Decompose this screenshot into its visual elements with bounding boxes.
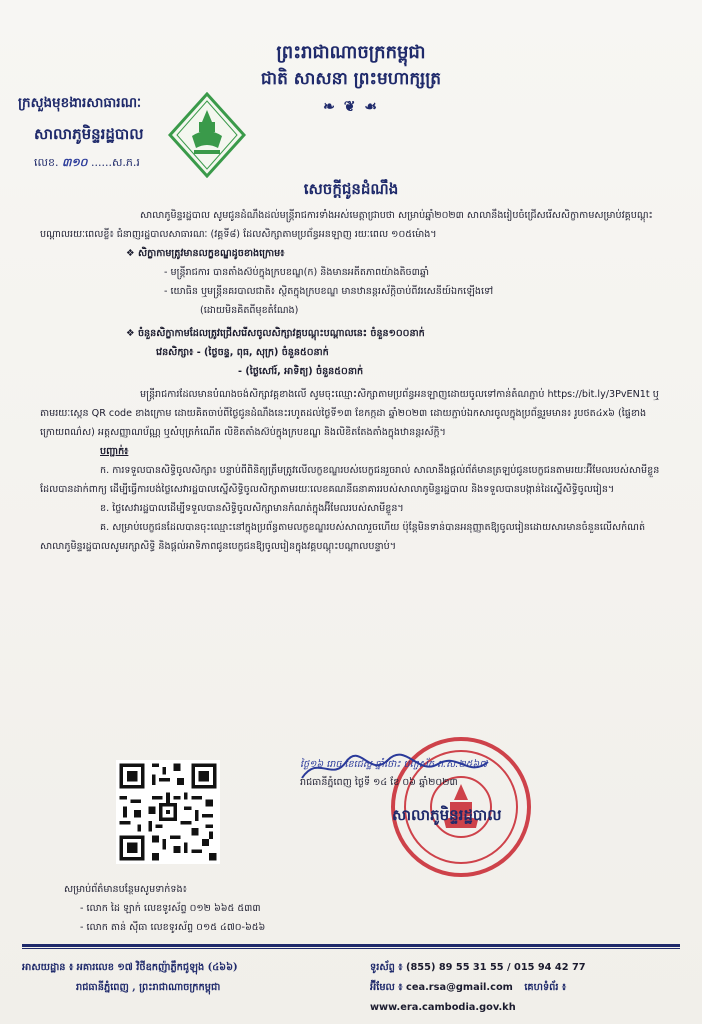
footer-divider — [22, 944, 680, 947]
schedule-weekend: - (ថ្ងៃសៅរ៍, អាទិត្យ) ចំនួន៥០នាក់ — [238, 366, 364, 377]
note-b: ខ. ថ្លៃសេវារដ្ឋបាលដើម្បីទទួលបានសិទ្ធិចូលសិក្សាមានកំណត់ក្នុងអ៊ីមែលរបស់សាមីខ្លួន។ — [100, 503, 404, 514]
ministry-name: ក្រសួងមុខងារសាធារណៈ — [18, 95, 142, 111]
solar-date: រាជធានីភ្នំពេញ ថ្ងៃទី ១៤ ខែ ០៦ ឆ្នាំ២០២៣ — [300, 777, 458, 788]
contact-item: - លោក ដៃ ឡាក់ លេខទូរស័ព្ទ ០១២ ៦៦៥ ៥៣៣ — [80, 903, 261, 914]
qr-code-icon[interactable] — [116, 760, 220, 864]
school-name: សាលាភូមិន្ទរដ្ឋបាល — [34, 125, 144, 143]
contact-item: - លោក តាន់ ស៊ីធា លេខទូរស័ព្ទ ០១៥ ៤៧០-៦៥៦ — [80, 922, 266, 933]
reference-prefix: លេខ. — [34, 156, 59, 169]
contact-title: សម្រាប់ព័ត៌មានបន្ថែមសូមទាក់ទង៖ — [64, 884, 187, 895]
website-label: គេហទំព័រ ៖ — [524, 982, 567, 993]
notice-title: សេចក្តីជូនដំណឹង — [303, 180, 399, 198]
address-value: អគារលេខ ១៧ វិថីឧកញ៉ាភ្លឹកជូឡុង (៤៦៦) — [76, 962, 238, 973]
royal-school-emblem-icon — [168, 92, 246, 178]
footer-contact — [370, 958, 682, 1018]
email-label: អ៊ីមែល ៖ — [370, 982, 403, 993]
intro-paragraph: សាលាភូមិន្ទរដ្ឋបាល សូមជូនដំណឹងដល់មន្ត្រីរាជការទាំងអស់មេត្តាជ្រាបថា សម្រាប់ឆ្នាំ២០២៣ សាលានឹងរៀបចំជ្រើសរើសសិក្ខាកាមសម្រាប់វគ្គបណ្តុះបណ្តាលរយៈពេលខ្លី៖ ជំនាញរដ្ឋបាលសាធារណៈ (វគ្គទី៨) ដែលសិក្សាតាមប្រព័ន្ធអនឡាញ រយៈពេល ១០៥ម៉ោង។ — [40, 210, 653, 240]
phone-label: ទូរស័ព្ទ ៖ — [370, 962, 403, 973]
footer-address — [22, 958, 342, 998]
note-c: គ. សម្រាប់បេក្ខជនដែលបានចុះឈ្មោះនៅក្នុងប្រព័ន្ធតាមលក្ខខណ្ឌរបស់សាលារួចហើយ ប៉ុន្តែមិនទាន់បានអនុញ្ញាតឱ្យចូលរៀនដោយសារមានចំនួនលើសកំណត់ សាលាភូមិន្ទរដ្ឋបាលសូមរក្សាសិទ្ធិ និងផ្តល់អាទិភាពជូនបេក្ខជនឱ្យចូលរៀនក្នុងវគ្គបណ្តុះបណ្តាលបន្ទាប់។ — [40, 522, 646, 552]
contact-info — [64, 880, 364, 937]
condition-civil-servant: - មន្ត្រីរាជការ បានតាំងស៊ប់ក្នុងក្របខណ្ឌ(ក) និងមានអតីតភាពយ៉ាងតិច៣ឆ្នាំ — [164, 267, 429, 278]
quota-heading: ❖ ចំនួនសិក្ខាកាមដែលត្រូវជ្រើសរើសចូលសិក្សាវគ្គបណ្តុះបណ្តាលនេះ ចំនួន១០០នាក់ — [126, 328, 425, 339]
website-link[interactable]: www.era.cambodia.gov.kh — [370, 1002, 516, 1013]
address-label: អាសយដ្ឋាន ៖ — [22, 962, 74, 973]
registration-paragraph: មន្ត្រីរាជការដែលមានបំណងចង់សិក្សាវគ្គខាងលើ សូមចុះឈ្មោះសិក្សាតាមប្រព័ន្ធអនឡាញដោយចូលទៅកាន់តំណភ្ជាប់ https://bit.ly/3PvEN1t ឬតាមរយៈស្កេន QR code ខាងក្រោម ដោយគិតចាប់ពីថ្ងៃជូនដំណឹងនេះរហូតដល់ថ្ងៃទី១៣ ខែកក្កដា ឆ្នាំ២០២៣ ដោយភ្ជាប់ឯកសារចូលក្នុងប្រព័ន្ធរួមមាន៖ រូបថត៤x៦ (ផ្ទៃខាងក្រោយពណ៌ស) អត្តសញ្ញាណប័ណ្ណ ឬសំបុត្រកំណើត លិខិតតាំងស៊ប់ក្នុងក្របខណ្ឌ និងលិខិតតែងតាំងក្នុងឋានន្តរស័ក្តិ។ — [40, 389, 659, 438]
footer-divider-thin — [22, 948, 680, 949]
email-link[interactable]: cea.rsa@gmail.com — [406, 982, 513, 993]
notice-body — [40, 206, 664, 556]
kingdom-title: ព្រះរាជាណាចក្រកម្ពុជា — [276, 42, 426, 63]
reference-value: ៣១០ — [61, 156, 88, 169]
condition-military-police-note: (ដោយមិនគិតពីមុខតំណែង) — [200, 305, 299, 316]
notes-heading: បញ្ជាក់៖ — [100, 446, 129, 457]
address-city: រាជធានីភ្នំពេញ , ព្រះរាជាណាចក្រកម្ពុជា — [76, 982, 221, 993]
condition-military-police: - យោធិន ឬមន្ត្រីនគរបាលជាតិ៖ ស្ថិតក្នុងក្របខណ្ឌ មានឋានន្តរស័ក្តិចាប់ពីវរសេនីយ៍ឯកឡើងទៅ — [164, 286, 494, 297]
lunar-date: ថ្ងៃ១៦ រោច ខែជេស្ឋ ឆ្នាំថោះ បញ្ចស័ក ព.ស.២៥៦៧ — [300, 759, 488, 770]
signature-date — [300, 756, 680, 792]
signatory-title: សាលាភូមិន្ទរដ្ឋបាល — [392, 806, 502, 824]
reference-suffix: ......ស.ភ.រ — [90, 156, 140, 169]
ornament-divider: ❧ ❦ ☙ — [323, 99, 379, 115]
conditions-heading: ❖ សិក្ខាកាមត្រូវមានលក្ខខណ្ឌដូចខាងក្រោម៖ — [126, 248, 285, 259]
note-a: ក. ការទទួលបានសិទ្ធិចូលសិក្សា៖ បន្ទាប់ពីពិនិត្យត្រឹមត្រូវលើលក្ខខណ្ឌរបស់បេក្ខជនរួចរាល់ សាលានឹងផ្តល់ព័ត៌មានត្រឡប់ជូនបេក្ខជនតាមរយៈអ៊ីមែលរបស់សាមីខ្លួនដែលបានដាក់ពាក្យ ដើម្បីធ្វើការបង់ថ្លៃសេវារដ្ឋបាលស្នើសិទ្ធិចូលសិក្សាតាមរយៈលេខគណនីធនាគាររបស់សាលាភូមិន្ទរដ្ឋបាល និងទទួលបានបង្កាន់ដៃស្នើសិទ្ធិចូលរៀន។ — [40, 465, 660, 495]
phone-value: (855) 89 55 31 55 / 015 94 42 77 — [406, 962, 586, 973]
schedule-weekday: វេនសិក្សា៖ - (ថ្ងៃចន្ទ, ពុធ, សុក្រ) ចំនួន៥០នាក់ — [156, 347, 329, 358]
national-motto: ជាតិ សាសនា ព្រះមហាក្សត្រ — [260, 69, 442, 89]
